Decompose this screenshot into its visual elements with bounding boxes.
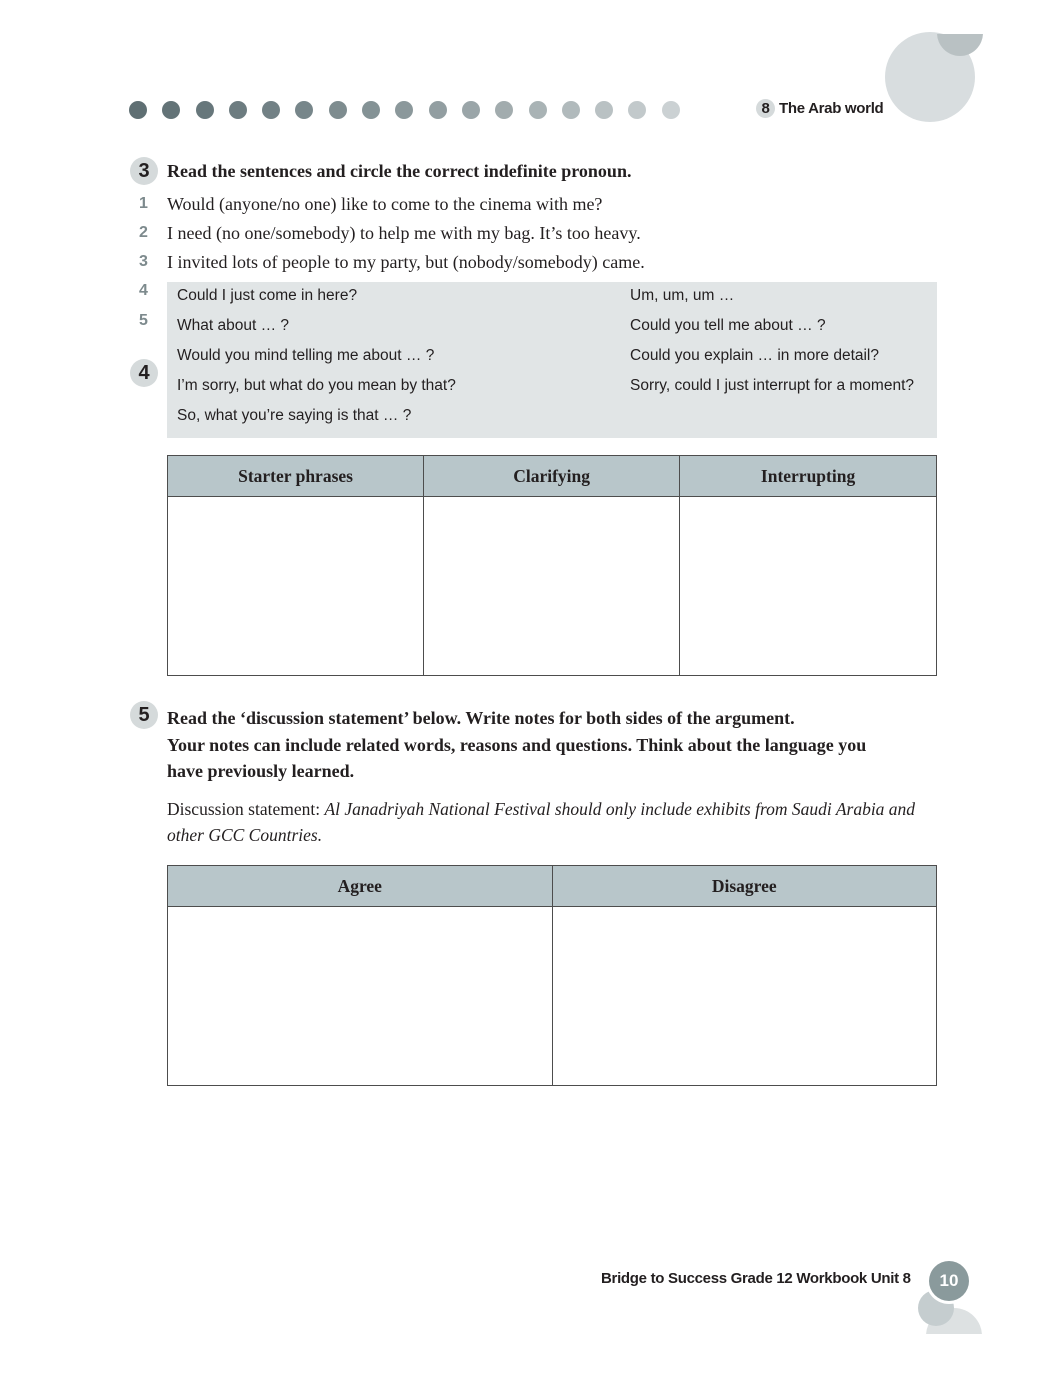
progress-dot [262,101,280,119]
progress-dot [429,101,447,119]
phrase-item: What about … ? [177,317,290,334]
phrase-item: Could you tell me about … ? [630,317,826,334]
unit-title: The Arab world [779,100,884,117]
exercise-3-badge: 3 [130,157,158,185]
discussion-statement [167,796,937,848]
statement-label: Discussion statement: [167,799,325,819]
progress-dot [662,101,680,119]
header-clarifying: Clarifying [424,456,680,497]
phrase-box [167,282,937,438]
item-number: 5 [139,312,148,329]
progress-dots [129,101,680,119]
progress-dot [162,101,180,119]
answer-cell-interrupting[interactable] [680,497,937,676]
phrase-item: Could I just come in here? [177,287,358,304]
statement-text: Al Janadriyah National Festival should only include exhibits from Saudi Arabia and other GCC Countries. [167,799,916,845]
phrase-item: Um, um, um … [630,287,735,304]
item-number: 4 [139,282,148,299]
exercise-4-badge: 4 [130,359,158,387]
answer-cell-disagree[interactable] [552,907,937,1086]
book-title: Bridge to Success Grade 12 Workbook Unit 8 [601,1270,911,1287]
progress-dot [529,101,547,119]
exercise-5-instruction [167,705,947,785]
progress-dot [595,101,613,119]
sentence-item: I invited lots of people to my party, but (nobody/somebody) came. [167,252,645,272]
progress-dot [495,101,513,119]
phrase-item: I’m sorry, but what do you mean by that? [177,377,456,394]
exercise-5-badge: 5 [130,701,158,729]
progress-dot [129,101,147,119]
progress-dot [362,101,380,119]
answer-cell-agree[interactable] [168,907,553,1086]
decorative-circle-small [937,10,983,56]
header-disagree: Disagree [552,866,937,907]
header-starter-phrases: Starter phrases [168,456,424,497]
item-number: 1 [139,195,148,212]
unit-number-badge: 8 [756,99,775,118]
header-agree: Agree [168,866,553,907]
agree-disagree-table [167,865,937,1086]
phrase-item: Sorry, could I just interrupt for a moment? [630,377,914,394]
answer-cell-clarifying[interactable] [424,497,680,676]
sentence-item: I need (no one/somebody) to help me with my bag. It’s too heavy. [167,223,641,243]
progress-dot [196,101,214,119]
progress-dot [628,101,646,119]
instruction-line: Read the ‘discussion statement’ below. Write notes for both sides of the argument. [167,708,795,728]
exercise-3-instruction: Read the sentences and circle the correct indefinite pronoun. [167,161,632,181]
header-interrupting: Interrupting [680,456,937,497]
progress-dot [462,101,480,119]
progress-dot [562,101,580,119]
unit-header [756,99,883,118]
instruction-line: have previously learned. [167,761,355,781]
phrase-item: Would you mind telling me about … ? [177,347,435,364]
progress-dot [395,101,413,119]
phrase-item: So, what you’re saying is that … ? [177,407,412,424]
page-number: 10 [929,1261,969,1301]
item-number: 2 [139,224,148,241]
answer-cell-starter[interactable] [168,497,424,676]
phrase-category-table [167,455,937,676]
item-number: 3 [139,253,148,270]
progress-dot [329,101,347,119]
instruction-line: Your notes can include related words, reasons and questions. Think about the language you [167,734,867,755]
progress-dot [229,101,247,119]
phrase-item: Could you explain … in more detail? [630,347,879,364]
progress-dot [295,101,313,119]
sentence-item: Would (anyone/no one) like to come to the cinema with me? [167,194,603,214]
